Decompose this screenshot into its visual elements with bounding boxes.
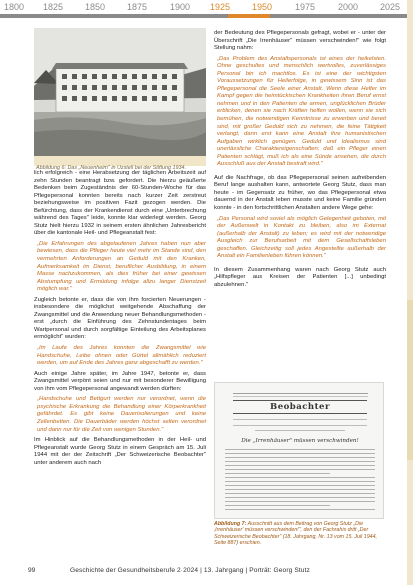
timeline-year: 2000 [338,2,359,12]
timeline-year-active: 1925 [210,2,231,12]
timeline-bar [0,14,228,18]
clipping-rule [255,430,345,431]
timeline-bar [270,14,413,18]
timeline-bar-active [228,14,270,18]
timeline-year: 1975 [295,2,316,12]
timeline-year: 1875 [127,2,148,12]
page-edge-marker [407,300,413,460]
quote: „Das Problem des Anstaltspersonals ist eines der heikelsten. Ohne geschultes und menschlich wertvolles, zuverlässiges Personal bin ich machtlos. Es ist eine der wichtigsten Voraussetzungen für Heilerfolge, in gewissem Sinn ist das Pflegepersonal die Seele einer Anstalt. Wenn diese Helfer im Kampf gegen die heimtückischen Krankheiten ihren Beruf ernst nehmen und in den Patienten die armen, unglücklichen Brüder erblicken, denen sie nach Kräften helfen wollen, wenn sie sich bemühen, die notwendigen Kenntnisse zu erwerben und bereit sind, mit großer Geduld sich zu nehmen, die feine Tätigkeit verlangt, dann erst kann eine Anstalt ihre humanistischen Aufgaben wirklich genügen. Geduld und Idealismus sind unerlässliche Charaktereigenschaften; daß ein Pfleger einen Patienten schlägt, muß ich als eine Sünde ansehen, die durch Ausschluß aus der Anstalt bestraft wird." [217,55,386,168]
paragraph: Auch einige Jahre später, im Jahre 1947, betonte er, dass Zwangsmittel verpönt seien und nur mit besonderer Bewilligung von ihm vom Pflegepersonal angewandt werden dürften: [34,370,206,392]
quote: „Im Laufe des Jahres konnten die Zwangsmittel wie Handschuhe, Leibe ohnen oder Gürtel allmählich reduziert werden, um auf Ende des Jahres ganz abgeschafft zu werden." [37,345,206,367]
quote: „Handschuhe und Bettgurt werden nur verordnet, wenn die psychische Erkrankung die Behandlung einer Körperkrankheit gefährdet. Es gibt keine Dauerisolierungen und keine Zellenbetten. Die Dauerbäder werden höchst selten verordnet und dann nur für die Zeit von wenigen Stunden." [37,396,206,433]
page-footer [0,563,413,577]
clipping-rule [233,425,367,426]
paragraph: Im Hinblick auf die Behandlungsmethoden in der Heil- und Pflegeanstalt wurde Georg Stutz in einem Gespräch am 15. Juli 1944 mit der der Zeitschrift „Der Schweizerische Beobachter" unter anderem auch nach [34,437,206,466]
paragraph: der Bedeutung des Pflegepersonals gefragt, wobei er - unter der Überschrift „Die Irrenhäuser" müssen verschwinden!" wie folgt Stellung nahm: [214,30,386,52]
timeline-year: 1800 [4,2,25,12]
figure-caption-label: Abbildung 7: [214,521,247,527]
figure-caption [214,521,386,547]
page-edge-strip [407,0,413,585]
paragraph: In diesem Zusammenhang waren nach Georg Stutz auch „Hilfspfleger aus Kreisen der Patienten [...] unbedingt abzulehnen." [214,266,386,288]
timeline-year: 1900 [170,2,191,12]
figure-caption-text: Ausschnitt aus dem Beitrag von Georg Stutz „Die ‚Irrenhäuser' müssen verschwinden!", den der Fachrahis dritt „Der Schweizerische Beobachter" (18. Jahrgang, Nr. 13 vom 15. Juli 1944, Seite 887) erschien. [214,521,378,547]
timeline-year-active: 1950 [252,2,273,12]
clipping-headline: Die „Irrenhäuser" müssen verschwinden! [241,438,359,444]
page-number: 99 [28,567,36,574]
clipping-rule [233,419,367,420]
quote: „Das Personal wird soviel als möglich Gelegenheit geboten, mit der Außenwelt in Kontakt zu bleiben, also im Externat (außerhalb der Anstalt) zu leben; es wird mit der notwendige Ausgleich zur Berufsarbeit mit dem Gesellschaftsleben geschaffen. Gleichzeitig soll jedes Angestellte außerhalb der Anstalt ein Familienleben führen können." [217,215,386,260]
running-head: Geschichte der Gesundheitsberufe 2·2024 | 13. Jahrgang | Porträt: Georg Stutz [70,567,310,574]
paragraph: Zugleich betonte er, dass die von ihm forcierten Neuerungen - insbesondere die möglichst weitgehende Abschaffung der Zwangsmittel und die Anwendung neuer Behandlungsmethoden - erst „durch die Einführung des Zehnstundentages beim Wartpersonal und durch sorgfältige Einteilung des Arbeitsplanes ermöglicht" wurden: [34,296,206,341]
paragraph: lich erfolgreich - eine Herabsetzung der täglichen Arbeitszeit auf zehn Stunden beantragt bzw. gefordert. Die hierzu geäußerte Bedenken beim Zugeständnis der 60-Stunden-Woche für das Pflegepersonal konnten bereits nach kurzer Zeit zerstreut beziehungsweise im positiven Fazit gezogen werden. Die Befürchtung, dass der Krankendienst durch eine „Unterbrechung während des Tages" leide, konnte klar widerlegt werden. Georg Stutz hielt hierzu 1932 in seinem ersten ähnlichen Jahresbericht über die kantonale Heil- und Pflegeanstalt fest: [34,170,206,237]
building-photo [34,28,206,156]
building-photo-image [34,28,206,156]
clipping-body-lines [225,449,375,513]
timeline-year: 1825 [43,2,64,12]
newspaper-clipping [214,382,384,519]
clipping-rule [233,396,368,397]
quote: „Die Erfahrungen des abgelaufenen Jahres haben nun aber bewiesen, dass die Pfleger heute viel mehr im Stande sind, den vermehrten Anforderungen an Geduld mit den Kranken, Aufmerksamkeit im Dienst, beruflicher Ausbildung, in einem Masse nachzukommen, als dies früher bei einer gewissen Abstumpfung und Ermüdung infolge allzu langer Dienstzeit möglich war." [37,240,206,293]
photo-caption [34,156,206,171]
text-column-right [214,30,386,290]
timeline-year: 1850 [85,2,106,12]
paragraph: Auf die Nachfrage, ob das Pflegepersonal seinen aufreibenden Beruf lange aushalten kann, antwortete Georg Stutz, dass man heute - im Gegensatz zu früher, wo das Pflegepersonal etwa dauernd in der Anstalt leben musste und keine Familie gründen konnte - in den fortschrittlichen Anstalten andere Wege gehe: [214,174,386,212]
timeline-year: 2025 [380,2,401,12]
timeline [0,0,413,22]
clipping-masthead: Beobachter [233,400,367,414]
photo-caption-text: Abbildung 6: Das „Neuenheim" in Uzstell bei der Stiftung 1934. [36,165,186,171]
text-column-left [34,170,206,467]
clipping-rule [233,393,368,394]
